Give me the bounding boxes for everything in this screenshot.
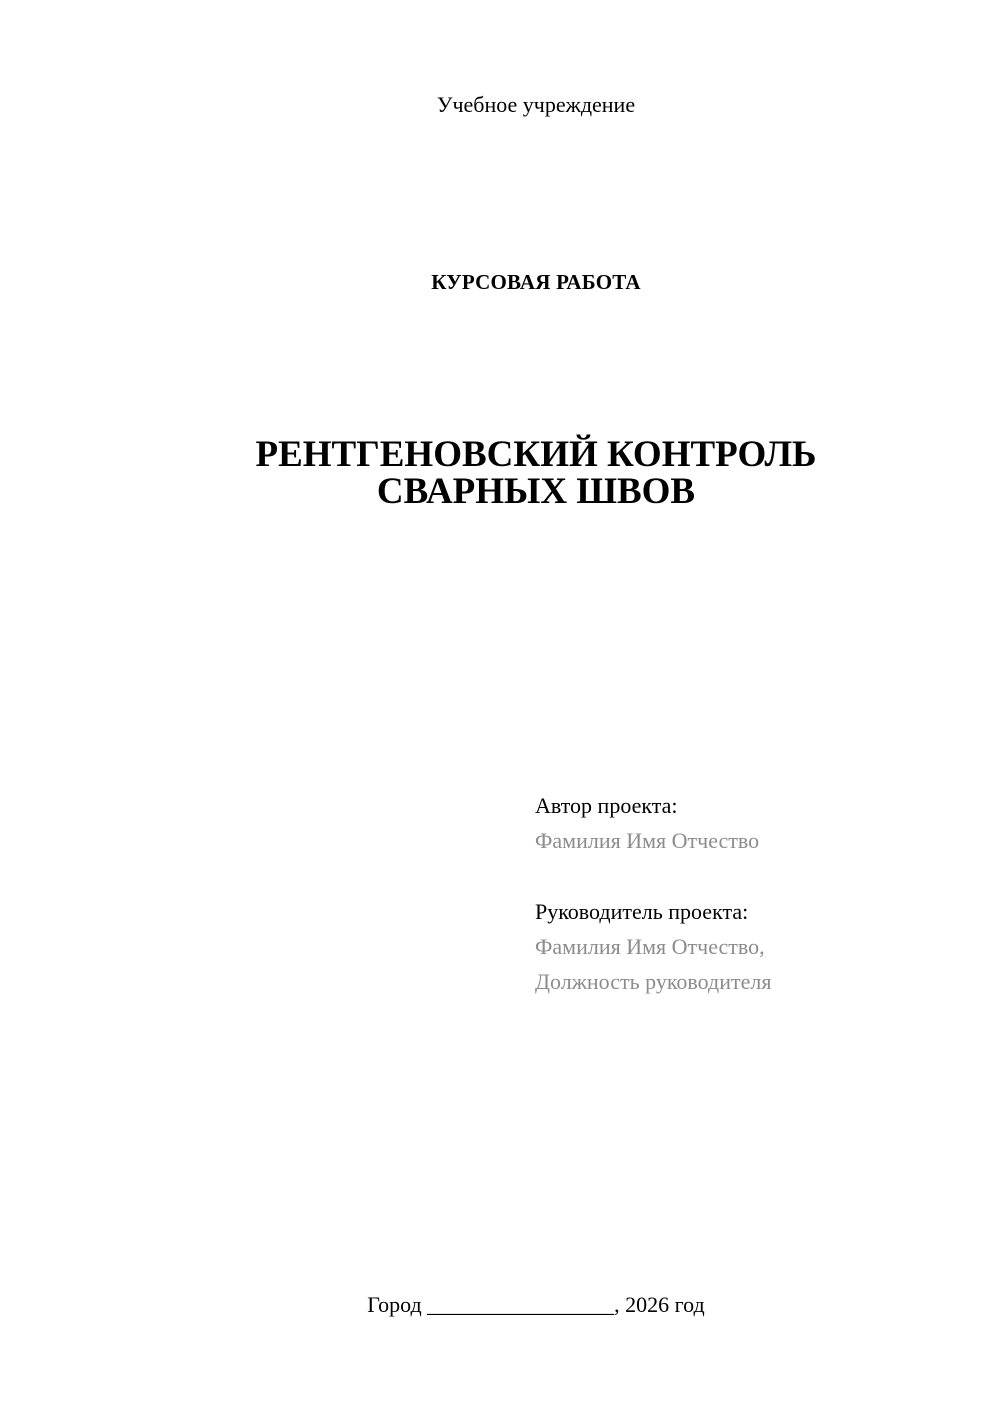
author-label: Автор проекта: [535,793,678,818]
document-title [0,436,1000,510]
title-line-1: РЕНТГЕНОВСКИЙ КОНТРОЛЬ [255,434,817,475]
spacer [535,858,771,894]
author-name: Фамилия Имя Отчество [535,828,760,853]
institution-name: Учебное учреждение [436,92,636,117]
supervisor-label: Руководитель проекта: [535,899,749,924]
supervisor-name: Фамилия Имя Отчество, [535,934,765,959]
supervisor-position: Должность руководителя [535,969,772,994]
project-info-block [535,788,771,999]
city-year-footer: Город _________________, 2026 год [367,1292,705,1317]
document-type: КУРСОВАЯ РАБОТА [431,270,641,294]
title-line-2: СВАРНЫХ ШВОВ [376,471,696,512]
